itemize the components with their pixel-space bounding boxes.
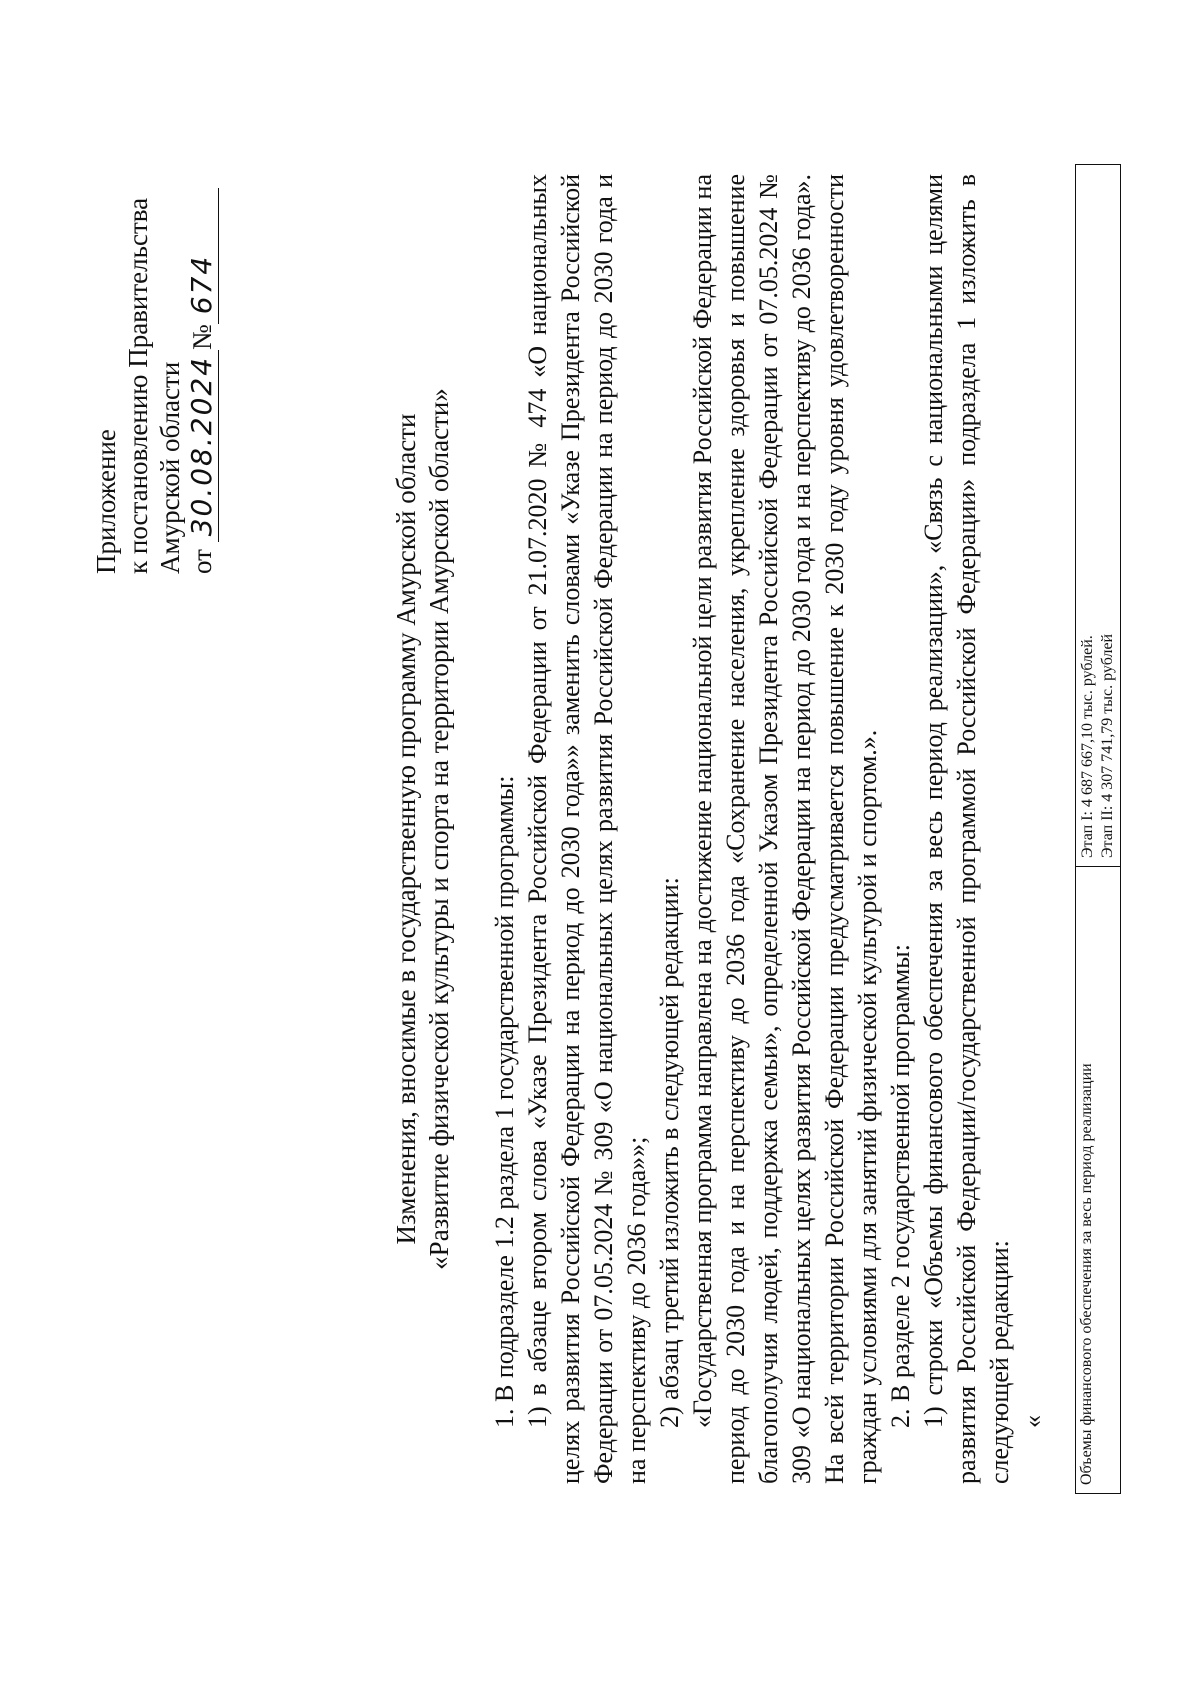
financing-stage-1: Этап I: 4 687 667,10 тыс. рублей. (1079, 635, 1096, 858)
approval-date: 30.08.2024 (185, 350, 219, 542)
paragraph-section-2: 2. В разделе 2 государственной программы: (886, 944, 915, 1428)
table-row (1076, 165, 1121, 1494)
document-title (390, 214, 456, 1444)
title-line-1: Изменения, вносимые в государственную программу Амурской области (391, 413, 421, 1245)
approval-resolution-line: к постановлению Правительства (123, 197, 153, 574)
financing-label-cell: Объемы финансового обеспечения за весь период реализации (1076, 867, 1121, 1494)
approval-block (90, 94, 219, 574)
paragraph-item-1-2: 2) абзац третий изложить в следующей редакции: (655, 877, 684, 1428)
document-body (488, 174, 1049, 1484)
paragraph-item-2-1: 1) строки «Объемы финансового обеспечения за весь период реализации», «Связь с национальными целями развития Российской Федерации/государственной программой Российской Федерации» подраздела 1 изложить в следующей редакции: (919, 174, 1014, 1484)
paragraph-section-1: 1. В подразделе 1.2 раздела 1 государственной программы: (490, 775, 519, 1428)
approval-from-prefix: от (187, 549, 217, 574)
financing-table (1075, 164, 1121, 1494)
paragraph-quoted-text: «Государственная программа направлена на достижение национальной цели развития Российской Федерации на период до 2030 года и на перспективу до 2036 года «Сохранение населения, укрепление здоровья и повышение благополучия людей, поддержка семьи», определенной Указом Президента Российской Федерации от 07.05.2024 № 309 «О национальных целях развития Российской Федерации на период до 2030 года и на перспективу до 2036 года». На всей территории Российской Федерации предусматривается повышение к 2030 году уровня удовлетворенности граждан условиями для занятий физической культурой и спортом.». (688, 174, 882, 1484)
financing-stage-2: Этап II: 4 307 741,79 тыс. рублей (1099, 633, 1116, 858)
approval-date-number-line (186, 94, 219, 574)
approval-number: 674 (186, 188, 219, 324)
approval-number-label: № (187, 324, 217, 350)
title-line-2: «Развитие физической культуры и спорта на территории Амурской области» (424, 388, 454, 1270)
quote-open-mark: « (1018, 1415, 1047, 1428)
approval-heading: Приложение (91, 429, 121, 574)
paragraph-item-1-1: 1) в абзаце втором слова «Указе Президента Российской Федерации от 21.07.2020 № 474 «О национальных целях развития Российской Федерации на период до 2030 года»» заменить словами «Указе Президента Российской Федерации от 07.05.2024 № 309 «О национальных целях развития Российской Федерации на период до 2030 года и на перспективу до 2036 года»»; (523, 174, 651, 1484)
approval-region-line: Амурской области (155, 361, 185, 574)
financing-values-cell (1076, 165, 1121, 867)
